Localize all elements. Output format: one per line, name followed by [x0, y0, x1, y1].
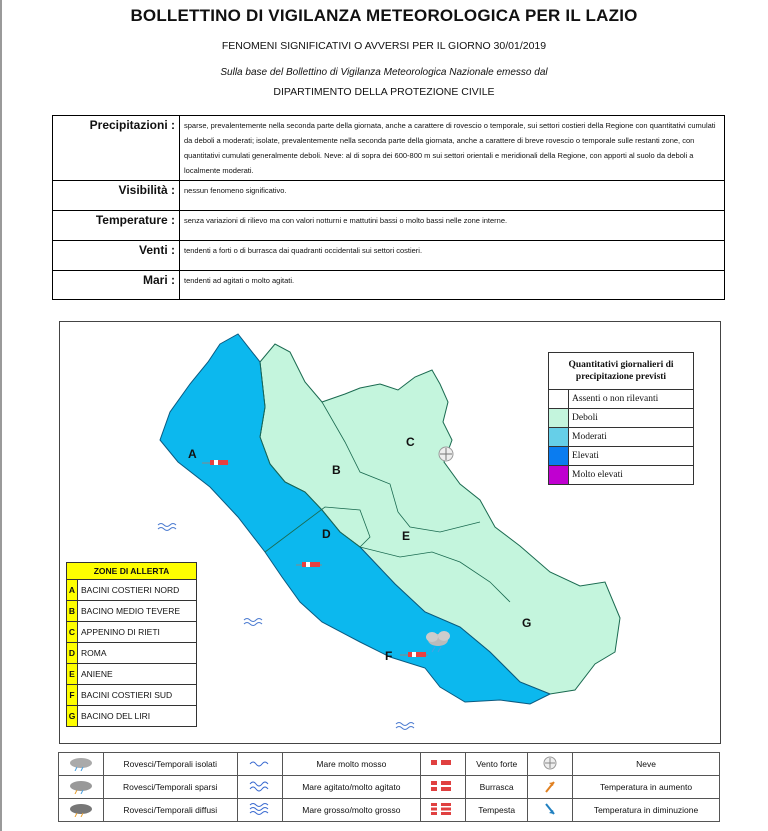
zone-name: BACINI COSTIERI SUD	[78, 685, 197, 706]
legend-label: Rovesci/Temporali sparsi	[104, 776, 238, 799]
zone-letter: G	[67, 706, 78, 727]
legend-label: Mare agitato/molto agitato	[282, 776, 421, 799]
wind-flag-icon	[421, 776, 466, 799]
wind-flag-icon	[421, 753, 466, 776]
temperature-label: Temperature :	[53, 211, 180, 241]
wind-flag-icon	[421, 799, 466, 822]
swatch-elevati	[549, 447, 569, 466]
seas-label: Mari :	[53, 271, 180, 300]
sea-wave-icon	[396, 723, 414, 730]
zone-name: BACINO DEL LIRI	[78, 706, 197, 727]
zone-name: APPENINO DI RIETI	[78, 622, 197, 643]
zone-letter: F	[67, 685, 78, 706]
snowflake-icon	[528, 753, 573, 776]
legend-label: Burrasca	[466, 776, 528, 799]
legend-label: Temperatura in diminuzione	[573, 799, 720, 822]
visibility-label: Visibilità :	[53, 181, 180, 211]
storm-cloud-icon	[59, 799, 104, 822]
legend-label: Rovesci/Temporali diffusi	[104, 799, 238, 822]
legend-label: Rovesci/Temporali isolati	[104, 753, 238, 776]
zone-letter-e: E	[402, 529, 411, 543]
swatch-moderati	[549, 428, 569, 447]
winds-label: Venti :	[53, 241, 180, 271]
zone-letter: D	[67, 643, 78, 664]
legend-label: Mare molto mosso	[282, 753, 421, 776]
alert-zones-title: ZONE DI ALLERTA	[67, 563, 197, 580]
quantity-legend-title: Quantitativi giornalieri di precipitazione previsti	[549, 353, 694, 390]
alert-zones-table	[66, 562, 197, 727]
temperature-down-icon	[528, 799, 573, 822]
legend-label: Mare grosso/molto grosso	[282, 799, 421, 822]
swatch-molto-elevati	[549, 466, 569, 485]
zone-letter: C	[67, 622, 78, 643]
quantity-deboli-label: Deboli	[569, 409, 694, 428]
storm-cloud-icon	[59, 776, 104, 799]
quantity-molto-elevati-label: Molto elevati	[569, 466, 694, 485]
wave-triple-icon	[237, 799, 282, 822]
zone-letter-f: F	[385, 649, 393, 663]
legend-label: Vento forte	[466, 753, 528, 776]
wave-single-icon	[237, 753, 282, 776]
quantity-elevati-label: Elevati	[569, 447, 694, 466]
temperature-text: senza variazioni di rilievo ma con valori notturni e mattutini bassi o molto bassi nelle zone interne.	[184, 216, 508, 225]
zone-letter-b: B	[332, 463, 341, 477]
zone-name: ROMA	[78, 643, 197, 664]
visibility-text: nessun fenomeno significativo.	[184, 186, 287, 195]
zone-letter: E	[67, 664, 78, 685]
precipitation-text: sparse, prevalentemente nella seconda parte della giornata, anche a carattere di rovescio o temporale, sui settori costieri della Regione con quantitativi cumulati da deboli a moderati; isolate, prevalentemente nella seconda parte della giornata, anche a carattere di breve rovescio o temporale sulle restanti zone, con quantitativi cumulati generalmente deboli. Neve: al di sopra dei 600-800 m sui settori orientali e meridionali della Regione, con apporti al suolo da deboli a localmente moderati.	[184, 121, 716, 175]
storm-cloud-icon	[59, 753, 104, 776]
swatch-assenti	[549, 390, 569, 409]
zone-letter-a: A	[188, 447, 197, 461]
precipitation-quantity-legend	[548, 352, 694, 485]
sea-wave-icon	[244, 619, 262, 626]
page-edge	[0, 0, 2, 831]
bulletin-subtitle: FENOMENI SIGNIFICATIVI O AVVERSI PER IL GIORNO 30/01/2019	[221, 40, 547, 52]
zone-letter-c: C	[406, 435, 415, 449]
bulletin-title: BOLLETTINO DI VIGILANZA METEOROLOGICA PER IL LAZIO	[130, 6, 638, 25]
quantity-assenti-label: Assenti o non rilevanti	[569, 390, 694, 409]
zone-letter-d: D	[322, 527, 331, 541]
legend-label: Neve	[573, 753, 720, 776]
temperature-up-icon	[528, 776, 573, 799]
symbols-legend	[58, 752, 720, 822]
zone-name: ANIENE	[78, 664, 197, 685]
precipitation-label: Precipitazioni :	[53, 116, 180, 181]
bulletin-basis-note: Sulla base del Bollettino di Vigilanza Meteorologica Nazionale emesso dal	[220, 67, 548, 78]
quantity-moderati-label: Moderati	[569, 428, 694, 447]
zone-name: BACINO MEDIO TEVERE	[78, 601, 197, 622]
seas-text: tendenti ad agitati o molto agitati.	[184, 276, 295, 285]
zone-name: BACINI COSTIERI NORD	[78, 580, 197, 601]
legend-label: Temperatura in aumento	[573, 776, 720, 799]
legend-label: Tempesta	[466, 799, 528, 822]
sea-wave-icon	[158, 524, 176, 531]
department-name: DIPARTIMENTO DELLA PROTEZIONE CIVILE	[273, 86, 495, 98]
snowflake-icon	[439, 447, 453, 461]
zone-letter-g: G	[522, 616, 532, 630]
zone-letter: A	[67, 580, 78, 601]
winds-text: tendenti a forti o di burrasca dai quadranti occidentali sui settori costieri.	[184, 246, 423, 255]
swatch-deboli	[549, 409, 569, 428]
phenomena-table	[52, 115, 725, 300]
zone-letter: B	[67, 601, 78, 622]
wave-double-icon	[237, 776, 282, 799]
